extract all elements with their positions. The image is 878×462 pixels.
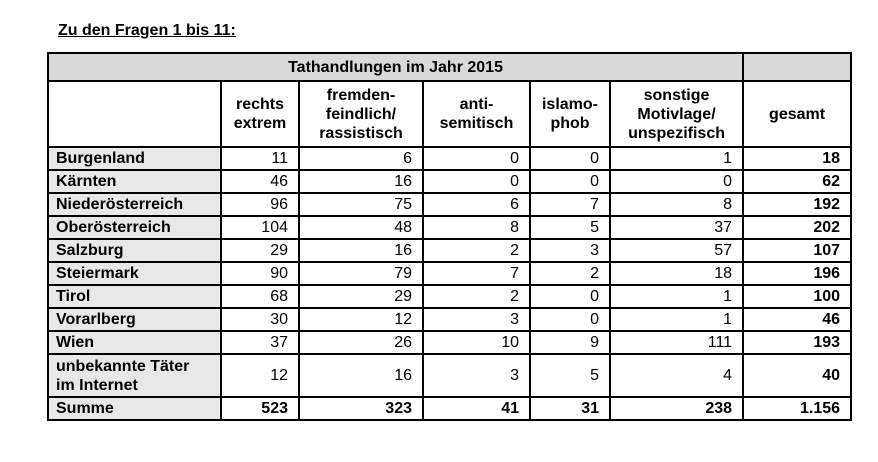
value-cell: 79: [299, 262, 423, 285]
sum-cell: 238: [610, 397, 743, 420]
row-total-cell: 62: [743, 170, 851, 193]
value-cell: 16: [299, 170, 423, 193]
table-row: [48, 354, 851, 397]
row-label: Vorarlberg: [48, 308, 221, 331]
row-total-cell: 107: [743, 239, 851, 262]
value-cell: 37: [610, 216, 743, 239]
row-label: Oberösterreich: [48, 216, 221, 239]
value-cell: 0: [610, 170, 743, 193]
value-cell: 2: [530, 262, 610, 285]
value-cell: 96: [221, 193, 299, 216]
table-row: [48, 193, 851, 216]
value-cell: 2: [423, 285, 530, 308]
value-cell: 26: [299, 331, 423, 354]
col-header-gesamt: gesamt: [743, 81, 851, 147]
value-cell: 1: [610, 308, 743, 331]
row-label: Salzburg: [48, 239, 221, 262]
value-cell: 0: [423, 170, 530, 193]
row-total-cell: 202: [743, 216, 851, 239]
value-cell: 12: [299, 308, 423, 331]
row-label: unbekannte Täter im Internet: [48, 354, 221, 397]
value-cell: 12: [221, 354, 299, 397]
value-cell: 18: [610, 262, 743, 285]
page-heading: Zu den Fragen 1 bis 11:: [58, 22, 236, 39]
value-cell: 46: [221, 170, 299, 193]
table-row: [48, 216, 851, 239]
row-label: Tirol: [48, 285, 221, 308]
value-cell: 0: [423, 147, 530, 170]
sum-cell: 31: [530, 397, 610, 420]
row-label: Burgenland: [48, 147, 221, 170]
value-cell: 8: [610, 193, 743, 216]
row-total-cell: 100: [743, 285, 851, 308]
row-total-cell: 192: [743, 193, 851, 216]
row-label: Kärnten: [48, 170, 221, 193]
col-header-fremdenfeindlich: fremden- feindlich/ rassistisch: [299, 81, 423, 147]
value-cell: 5: [530, 354, 610, 397]
value-cell: 0: [530, 308, 610, 331]
title-spacer-cell: [743, 53, 851, 81]
value-cell: 0: [530, 147, 610, 170]
value-cell: 104: [221, 216, 299, 239]
value-cell: 48: [299, 216, 423, 239]
value-cell: 10: [423, 331, 530, 354]
row-total-cell: 193: [743, 331, 851, 354]
row-total-cell: 40: [743, 354, 851, 397]
table-row: [48, 331, 851, 354]
col-header-antisemitisch: anti- semitisch: [423, 81, 530, 147]
sum-label: Summe: [48, 397, 221, 420]
table-row: [48, 308, 851, 331]
corner-cell: [48, 81, 221, 147]
value-cell: 3: [423, 308, 530, 331]
value-cell: 0: [530, 285, 610, 308]
row-label: Niederösterreich: [48, 193, 221, 216]
table-title-row: [48, 53, 851, 81]
value-cell: 5: [530, 216, 610, 239]
value-cell: 2: [423, 239, 530, 262]
table-row: [48, 285, 851, 308]
value-cell: 6: [299, 147, 423, 170]
value-cell: 1: [610, 285, 743, 308]
col-header-rechtsextrem: rechts extrem: [221, 81, 299, 147]
table-row: [48, 170, 851, 193]
value-cell: 29: [221, 239, 299, 262]
sum-cell: 323: [299, 397, 423, 420]
col-header-islamophob: islamo- phob: [530, 81, 610, 147]
col-header-sonstige: sonstige Motivlage/ unspezifisch: [610, 81, 743, 147]
table-row: [48, 262, 851, 285]
value-cell: 57: [610, 239, 743, 262]
value-cell: 1: [610, 147, 743, 170]
row-label: Steiermark: [48, 262, 221, 285]
value-cell: 4: [610, 354, 743, 397]
value-cell: 90: [221, 262, 299, 285]
value-cell: 0: [530, 170, 610, 193]
value-cell: 16: [299, 354, 423, 397]
table-title: Tathandlungen im Jahr 2015: [48, 53, 743, 81]
row-label: Wien: [48, 331, 221, 354]
sum-row: [48, 397, 851, 420]
value-cell: 11: [221, 147, 299, 170]
value-cell: 16: [299, 239, 423, 262]
table-row: [48, 239, 851, 262]
value-cell: 29: [299, 285, 423, 308]
row-total-cell: 46: [743, 308, 851, 331]
sum-cell: 41: [423, 397, 530, 420]
value-cell: 6: [423, 193, 530, 216]
value-cell: 111: [610, 331, 743, 354]
row-total-cell: 196: [743, 262, 851, 285]
value-cell: 30: [221, 308, 299, 331]
offense-table: [47, 52, 852, 421]
table-row: [48, 147, 851, 170]
value-cell: 7: [530, 193, 610, 216]
row-total-cell: 18: [743, 147, 851, 170]
value-cell: 75: [299, 193, 423, 216]
value-cell: 3: [530, 239, 610, 262]
value-cell: 68: [221, 285, 299, 308]
value-cell: 7: [423, 262, 530, 285]
value-cell: 8: [423, 216, 530, 239]
column-header-row: [48, 81, 851, 147]
value-cell: 3: [423, 354, 530, 397]
value-cell: 37: [221, 331, 299, 354]
sum-cell: 523: [221, 397, 299, 420]
value-cell: 9: [530, 331, 610, 354]
sum-total-cell: 1.156: [743, 397, 851, 420]
